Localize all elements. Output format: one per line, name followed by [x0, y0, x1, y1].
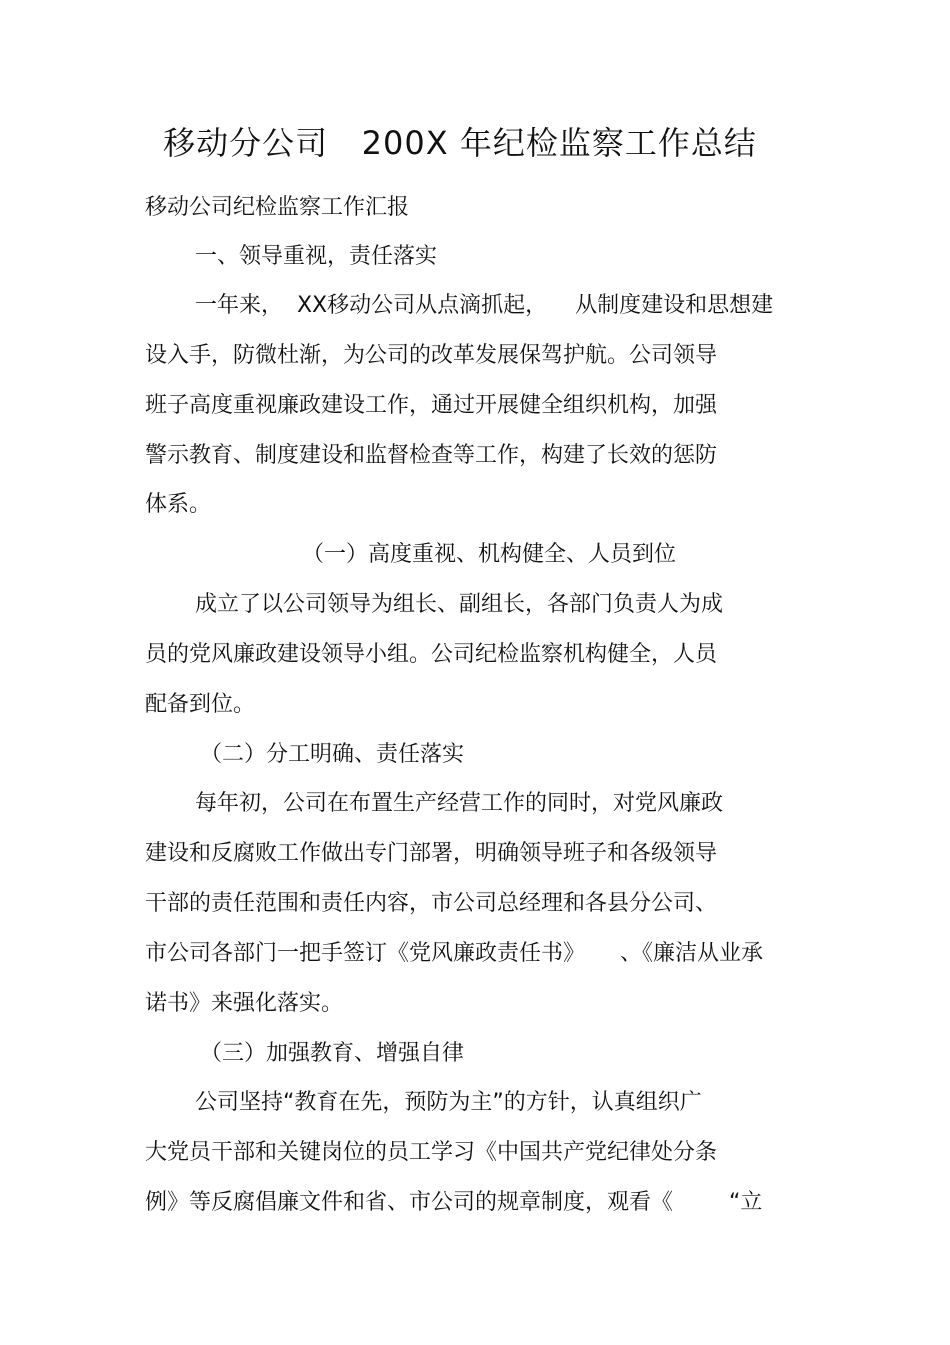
paragraph-line: 体系。: [145, 492, 212, 517]
document-subtitle: 移动公司纪检监察工作汇报: [145, 195, 410, 220]
paragraph-line: 干部的责任范围和责任内容，市公司总经理和各县分公司、: [145, 891, 718, 916]
paragraph-line: 例》等反腐倡廉文件和省、市公司的规章制度，观看《 “立: [145, 1190, 763, 1215]
paragraph-line: 建设和反腐败工作做出专门部署，明确领导班子和各级领导: [145, 841, 718, 866]
paragraph-line: 警示教育、制度建设和监督检查等工作，构建了长效的惩防: [145, 443, 718, 468]
subsection-heading-1: （一）高度重视、机构健全、人员到位: [302, 542, 677, 567]
paragraph-line: 一年来， XX移动公司从点滴抓起， 从制度建设和思想建: [195, 293, 774, 318]
paragraph-line: 公司坚持“教育在先，预防为主”的方针，认真组织广: [195, 1090, 702, 1115]
paragraph-line: 市公司各部门一把手签订《党风廉政责任书》 、《廉洁从业承: [145, 941, 763, 966]
paragraph-line: 配备到位。: [145, 692, 256, 717]
paragraph-line: 成立了以公司领导为组长、副组长，各部门负责人为成: [195, 592, 724, 617]
paragraph-line: 班子高度重视廉政建设工作，通过开展健全组织机构，加强: [145, 393, 718, 418]
document-title: 移动分公司 200X 年纪检监察工作总结: [163, 124, 757, 162]
subsection-heading-2: （二）分工明确、责任落实: [200, 742, 465, 767]
paragraph-line: 设入手，防微杜渐，为公司的改革发展保驾护航。公司领导: [145, 343, 718, 368]
paragraph-line: 每年初，公司在布置生产经营工作的同时，对党风廉政: [195, 791, 724, 816]
section-heading-1: 一、领导重视，责任落实: [195, 244, 438, 269]
paragraph-line: 员的党风廉政建设领导小组。公司纪检监察机构健全，人员: [145, 642, 718, 667]
subsection-heading-3: （三）加强教育、增强自律: [200, 1041, 465, 1066]
paragraph-line: 诺书》来强化落实。: [145, 991, 344, 1016]
paragraph-line: 大党员干部和关键岗位的员工学习《中国共产党纪律处分条: [145, 1140, 718, 1165]
